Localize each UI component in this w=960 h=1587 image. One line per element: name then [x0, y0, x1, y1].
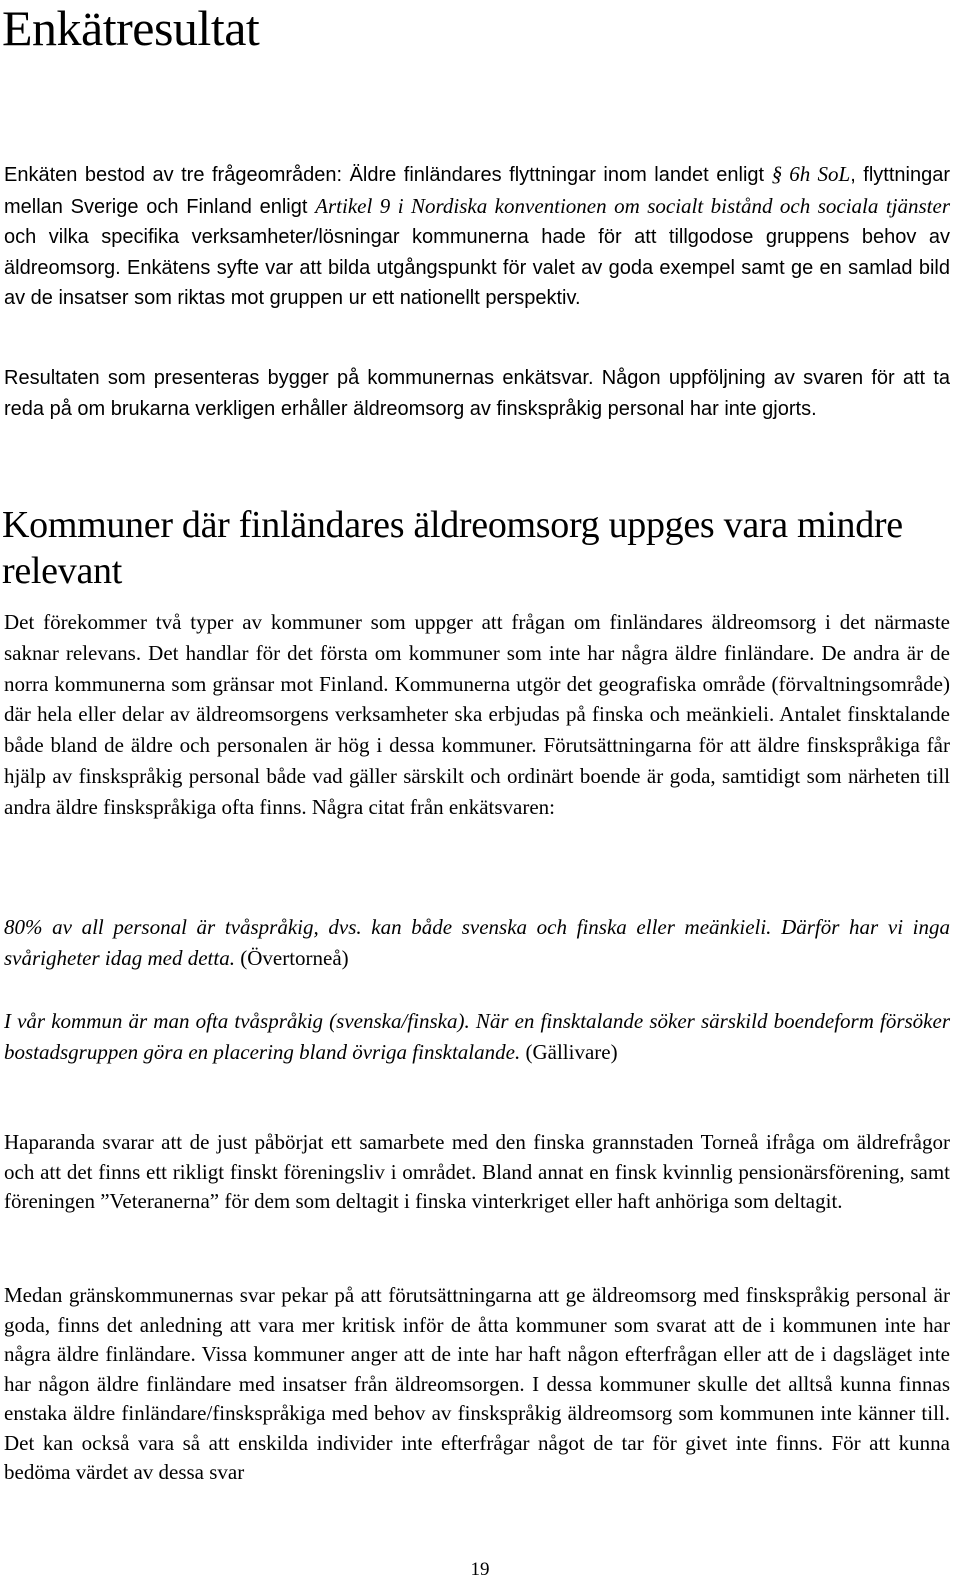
intro-law-reference: § 6h SoL	[771, 162, 851, 186]
results-paragraph: Resultaten som presenteras bygger på kommunernas enkätsvar. Någon uppföljning av svaren för att ta reda på om brukarna verkligen erhåller äldreomsorg av finskspråkig personal har inte gjorts.	[4, 367, 950, 420]
border-municipalities-paragraph: Medan gränskommunernas svar pekar på att förutsättningarna att ge äldreomsorg med finskspråkig personal är goda, finns det anledning att vara mer kritisk inför de åtta kommuner som svarat att de i kommunen inte har några äldre finländare. Vissa kommuner anger att de inte har haft någon efterfrågan eller att de i dagsläget inte har någon äldre finländare med insatser från äldreomsorgen. I dessa kommuner skulle det alltså kunna finnas enstaka äldre finländare/finskspråkiga med behov av finskspråkig äldreomsorg som kommunen inte känner till. Det kan också vara så att enskilda individer inte efterfrågar något de tar för givet inte finns. För att kunna bedöma värdet av dessa svar	[4, 1283, 950, 1484]
intro-paragraph	[4, 159, 950, 314]
page-footer-divider	[4, 1548, 950, 1549]
intro-text-e: och vilka specifika verksamheter/lösningar kommunerna hade för att tillgodose gruppens behov av äldreomsorg. Enkätens syfte var att bilda utgångspunkt för valet av goda exempel samt ge en samlad bild av de insatser som riktas mot gruppen ur ett nationellt perspektiv.	[4, 226, 950, 309]
quote-gallivare	[4, 1006, 950, 1068]
quote-gallivare-text: I vår kommun är man ofta tvåspråkig (svenska/finska). När en finsktalande söker särskild boendeform försöker bostadsgruppen göra en placering bland övriga finsktalande.	[4, 1009, 950, 1064]
quote-gallivare-source: (Gällivare)	[520, 1039, 618, 1064]
intro-convention-reference: Artikel 9 i Nordiska konventionen om socialt bistånd och sociala tjänster	[315, 193, 950, 218]
page-title: Enkätresultat	[2, 0, 260, 56]
intro-text-c: , flyttningar mellan Sverige och Finland enligt	[4, 164, 950, 218]
quote-overtornea-source: (Övertorneå)	[234, 945, 349, 970]
page-number: 19	[470, 1559, 490, 1580]
quote-overtornea-text: 80% av all personal är tvåspråkig, dvs. kan både svenska och finska eller meänkieli. Därför har vi inga svårigheter idag med detta.	[4, 915, 950, 970]
section-heading: Kommuner där finländares äldreomsorg uppges vara mindre relevant	[2, 504, 903, 592]
section-paragraph: Det förekommer två typer av kommuner som uppger att frågan om finländares äldreomsorg i det närmaste saknar relevans. Det handlar för det första om kommuner som inte har några äldre finländare. De andra är de norra kommunerna som gränsar mot Finland. Kommunerna utgör det geografiska område (förvaltningsområde) där hela eller delar av äldreomsorgens verksamheter ska erbjudas på finska och meänkieli. Antalet finsktalande både bland de äldre och personalen är hög i dessa kommuner. Förutsättningarna för att äldre finskspråkiga får hjälp av finskspråkig personal både vad gäller särskilt och ordinärt boende är goda, samtidigt som närheten till andra äldre finskspråkiga ofta finns. Några citat från enkätsvaren:	[4, 610, 950, 819]
quote-overtornea	[4, 912, 950, 974]
haparanda-paragraph: Haparanda svarar att de just påbörjat ett samarbete med den finska grannstaden Torneå ifråga om äldrefrågor och att det finns ett rikligt finskt föreningsliv i området. Bland annat en finsk kvinnlig pensionärsförening, samt föreningen ”Veteranerna” för dem som deltagit i finska vinterkriget eller haft anhöriga som deltagit.	[4, 1130, 950, 1213]
intro-text-a: Enkäten bestod av tre frågeområden: Äldre finländares flyttningar inom landet enligt	[4, 164, 772, 186]
